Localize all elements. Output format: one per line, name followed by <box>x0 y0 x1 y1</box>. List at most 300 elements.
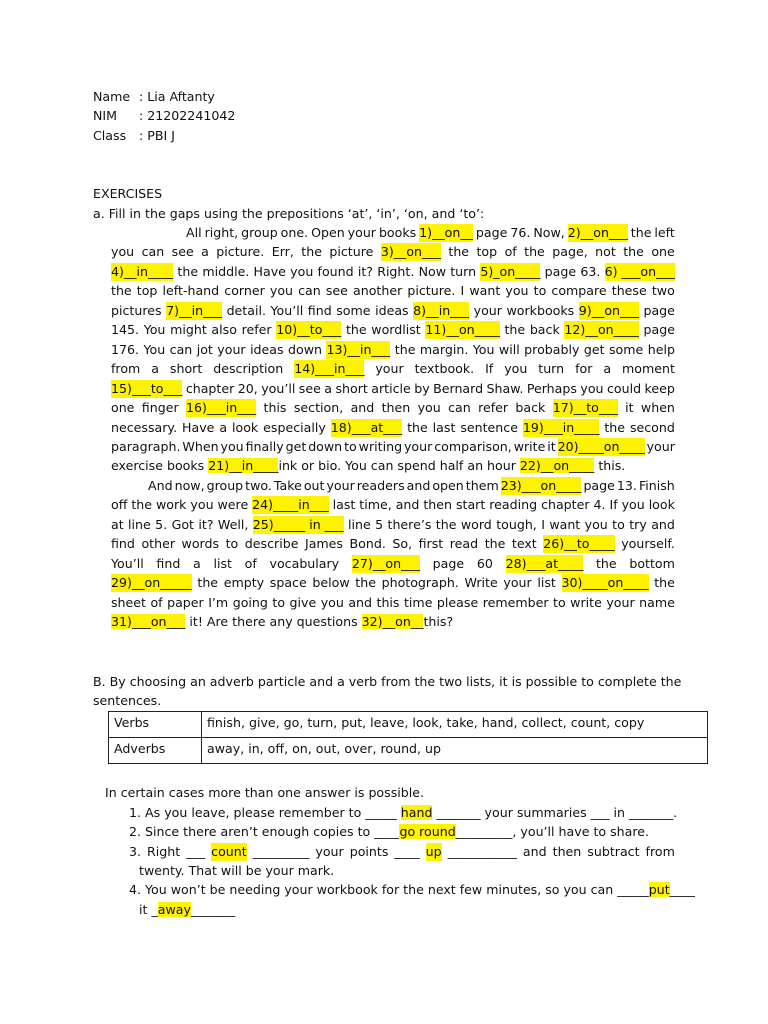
class-value: : PBI J <box>139 128 175 143</box>
answer-highlight: 18)___at___ <box>330 419 403 435</box>
word: refer <box>478 400 509 415</box>
word: 13. <box>616 477 637 493</box>
word: the <box>394 341 416 357</box>
word: the <box>484 536 506 552</box>
word: find <box>111 536 135 552</box>
text-run: _______ <box>190 902 236 917</box>
word: from <box>111 361 141 377</box>
answer-highlight: 17)__to___ <box>552 400 618 415</box>
word: I’m <box>208 594 229 610</box>
exercise-item <box>129 804 677 822</box>
answer-highlight: 4)__in____ <box>111 263 174 279</box>
word: sentence <box>460 419 518 435</box>
answer-highlight: 1)__on__ <box>419 225 473 240</box>
word: them <box>465 477 499 493</box>
word: this <box>376 594 400 610</box>
word: will <box>498 341 520 357</box>
word: Take <box>273 477 302 493</box>
word: books <box>378 225 417 240</box>
part-b-note: In certain cases more than one answer is possible. <box>105 785 425 800</box>
word: read <box>449 536 479 552</box>
word: for <box>575 361 593 377</box>
text-run: ink or bio. You can spend half an hour <box>278 458 520 474</box>
word: to <box>612 516 625 532</box>
word: to <box>272 594 286 610</box>
word: now, <box>174 477 205 493</box>
word: refer <box>241 322 272 338</box>
word: short <box>169 361 203 377</box>
word: one <box>111 400 135 415</box>
word: your <box>326 477 355 493</box>
word: one. <box>280 225 309 240</box>
word: the <box>197 575 219 591</box>
word: the <box>524 244 545 260</box>
paragraph-line <box>111 496 675 514</box>
paragraph-line <box>148 477 675 495</box>
word: list <box>213 555 232 571</box>
word: to <box>225 536 239 552</box>
word: margin. <box>419 341 469 357</box>
answer-highlight: 15)___to___ <box>111 380 183 396</box>
word: the <box>654 575 675 591</box>
word: down <box>308 438 343 454</box>
word: Now <box>418 263 447 279</box>
word: compare <box>551 283 607 299</box>
word: of <box>150 594 163 610</box>
word: last <box>332 497 356 513</box>
word: page <box>583 477 615 493</box>
word: the <box>345 322 367 338</box>
word: right, <box>204 225 239 240</box>
word: describe <box>244 536 299 552</box>
word: Bond. <box>349 536 386 552</box>
word: text <box>511 536 537 552</box>
word: especially <box>263 419 326 435</box>
word: space <box>269 575 307 591</box>
answer-highlight: 9)__on___ <box>578 302 639 318</box>
text-run: _________, you’ll have to share. <box>455 824 650 839</box>
exercise-item <box>129 881 695 899</box>
word: start <box>455 497 486 513</box>
word: the <box>604 419 626 435</box>
text-run: ____ <box>669 882 695 897</box>
word: last <box>432 419 456 435</box>
word: 76. <box>510 225 531 240</box>
word: Open <box>311 225 345 240</box>
word: some <box>336 302 371 318</box>
word: you <box>504 361 528 377</box>
word: textbook. <box>414 361 475 377</box>
word: your <box>315 844 344 859</box>
answer-highlight: 5)_on____ <box>480 263 541 279</box>
word: 20, <box>237 380 258 396</box>
paragraph-line <box>111 243 675 261</box>
word: finally <box>245 438 284 454</box>
word: to <box>344 438 357 454</box>
word: empty <box>223 575 265 591</box>
word: can <box>169 341 193 357</box>
word: left-hand <box>162 283 220 299</box>
name-value: : Lia Aftanty <box>139 89 215 104</box>
name-label: Name <box>93 89 131 104</box>
text-run: exercise books <box>111 458 209 474</box>
word: Write <box>464 575 498 591</box>
word: see <box>325 283 348 299</box>
paragraph-line <box>111 516 675 534</box>
word: group <box>241 225 278 240</box>
word: page <box>544 263 577 279</box>
word: photograph. <box>381 575 459 591</box>
word: You <box>472 341 495 357</box>
answer-highlight: 8)__in___ <box>413 302 470 318</box>
word: and <box>395 497 420 513</box>
word: left <box>654 225 675 240</box>
text-run: 2. Since there aren’t enough copies to ____ <box>129 824 400 839</box>
word: ___________ <box>447 844 517 859</box>
adverbs-label: Adverbs <box>109 738 202 764</box>
word: ideas <box>250 341 284 357</box>
word: page <box>643 302 675 318</box>
word: your <box>403 438 433 454</box>
answer-highlight: 19)___in____ <box>522 419 600 435</box>
answer-highlight: 12)__on____ <box>564 322 639 338</box>
word: second <box>629 419 675 435</box>
exercise-item <box>139 901 235 919</box>
answer-highlight: 31)___on___ <box>111 614 186 629</box>
word: you <box>584 516 608 532</box>
word: going <box>232 594 268 610</box>
word: when <box>640 400 675 415</box>
answer-highlight: 2)__on___ <box>567 225 628 240</box>
word: ____ <box>394 844 420 859</box>
paragraph-line <box>111 302 675 320</box>
word: You <box>143 341 166 357</box>
word: one <box>651 244 675 260</box>
word: time <box>403 594 433 610</box>
text-run: 1. As you leave, please remember to _____ <box>129 805 401 820</box>
adverbs-list: away, in, off, on, out, over, round, up <box>202 738 708 764</box>
answer-highlight: 3)__on___ <box>380 244 441 260</box>
word: page, <box>552 244 588 260</box>
word: to <box>533 283 547 299</box>
answer-highlight: hand <box>400 805 433 820</box>
paragraph-line <box>111 321 675 339</box>
word: to <box>553 594 566 610</box>
word: your <box>473 302 502 318</box>
word: back <box>515 400 546 415</box>
word: try <box>629 516 647 532</box>
word: you <box>269 283 294 299</box>
word: pictures <box>111 302 162 318</box>
answer-highlight: 29)__on_____ <box>111 575 192 591</box>
paragraph-line <box>111 380 675 398</box>
answer-highlight: away <box>157 902 191 917</box>
word: your <box>606 594 635 610</box>
word: I <box>541 516 545 532</box>
word: a <box>324 380 333 396</box>
word: write <box>570 594 602 610</box>
word: picture. <box>407 283 456 299</box>
section-title: EXERCISES <box>93 186 163 201</box>
word: look <box>232 419 259 435</box>
word: and <box>406 477 431 493</box>
text-run: this. <box>594 458 626 474</box>
word: top <box>476 244 498 260</box>
word: reading <box>489 497 538 513</box>
word: _________ <box>252 844 310 859</box>
answer-highlight: 30)____on____ <box>561 575 649 591</box>
word: get <box>583 341 605 357</box>
word: Have <box>253 263 286 279</box>
paragraph-line <box>111 574 675 592</box>
word: chapter <box>541 497 590 513</box>
text-run: twenty. That will be your mark. <box>139 863 335 878</box>
word: not <box>595 244 616 260</box>
word: back <box>529 322 560 338</box>
word: If <box>485 361 494 377</box>
word: you <box>505 283 529 299</box>
word: finger <box>141 400 179 415</box>
nim-row <box>93 107 235 125</box>
word: 60 <box>476 555 493 571</box>
word: a <box>603 361 612 377</box>
word: Got <box>171 516 194 532</box>
word: section, <box>293 400 344 415</box>
paragraph-line <box>186 224 675 242</box>
word: a <box>193 555 201 571</box>
word: also <box>211 322 237 338</box>
word: moment <box>621 361 675 377</box>
word: you <box>290 263 314 279</box>
answer-highlight: 7)__in___ <box>166 302 223 318</box>
word: writing <box>358 438 403 454</box>
word: line <box>347 516 371 532</box>
answer-highlight: count <box>211 844 247 859</box>
part-b-instruction: B. By choosing an adverb particle and a verb from the two lists, it is possible to complete the <box>93 674 682 689</box>
word: time, <box>359 497 392 513</box>
word: it <box>547 438 556 454</box>
word: Have <box>182 419 215 435</box>
word: 176. <box>111 341 140 357</box>
word: there’s <box>387 516 432 532</box>
word: and <box>651 516 675 532</box>
answer-highlight: 22)__on____ <box>519 458 595 474</box>
word: Right <box>147 844 181 859</box>
word: two. <box>245 477 272 493</box>
word: Shaw. <box>486 380 524 396</box>
word: you <box>417 400 441 415</box>
paragraph-line <box>111 594 675 612</box>
answer-highlight: 27)__on___ <box>351 555 420 571</box>
answer-highlight: put <box>648 882 670 897</box>
word: Finish <box>638 477 675 493</box>
text-run: it _ <box>139 902 158 917</box>
verbs-adverbs-table <box>108 711 708 764</box>
word: page <box>643 322 675 338</box>
word: other <box>141 536 176 552</box>
word: find <box>307 302 332 318</box>
word: and <box>522 844 547 859</box>
word: readers <box>356 477 405 493</box>
word: I <box>460 283 465 299</box>
word: necessary. <box>111 419 178 435</box>
word: it? <box>357 263 373 279</box>
word: picture. <box>216 244 265 260</box>
word: group <box>206 477 244 493</box>
word: description <box>213 361 284 377</box>
word: You <box>143 322 166 338</box>
paragraph-line <box>111 399 675 417</box>
word: 3. <box>129 844 142 859</box>
word: page <box>475 225 508 240</box>
exercise-item <box>139 862 334 880</box>
word: points <box>349 844 389 859</box>
table-row <box>109 738 708 764</box>
word: you <box>580 380 604 396</box>
answer-highlight: 26)__to____ <box>543 536 615 552</box>
answer-highlight: 13)__in___ <box>326 341 391 357</box>
word: then <box>381 400 411 415</box>
word: can <box>298 283 321 299</box>
word: your <box>217 341 246 357</box>
word: the <box>448 244 470 260</box>
word: want <box>549 516 581 532</box>
word: might <box>170 322 207 338</box>
word: your <box>347 225 376 240</box>
word: keep <box>644 380 675 396</box>
word: a <box>151 361 159 377</box>
word: you <box>320 594 344 610</box>
text-run: this? <box>423 614 454 629</box>
paragraph-line <box>111 438 675 456</box>
word: you <box>220 438 244 454</box>
text-run: 4. You won’t be needing your workbook for the next few minutes, so you can _____ <box>129 882 649 897</box>
word: the <box>504 322 526 338</box>
word: article <box>371 380 411 396</box>
word: from <box>645 844 675 859</box>
answer-highlight: 20)____on____ <box>557 438 645 454</box>
word: the <box>111 283 132 299</box>
word: find <box>156 555 181 571</box>
word: these <box>611 283 647 299</box>
table-row <box>109 712 708 738</box>
word: open <box>432 477 464 493</box>
word: another <box>353 283 403 299</box>
word: the <box>595 555 617 571</box>
word: turn <box>450 263 477 279</box>
word: paper <box>167 594 204 610</box>
word: vocabulary <box>269 555 340 571</box>
text-run: _______ your summaries ___ in _______. <box>432 805 678 820</box>
word: jot <box>196 341 213 357</box>
word: work <box>155 497 187 513</box>
answer-highlight: 28)___at____ <box>505 555 584 571</box>
word: workbooks <box>506 302 575 318</box>
class-label: Class <box>93 128 127 143</box>
answer-highlight: 6) ___on___ <box>604 263 675 279</box>
verbs-label: Verbs <box>109 712 202 738</box>
word: And <box>148 477 173 493</box>
word: see <box>171 244 194 260</box>
word: get <box>285 438 307 454</box>
answer-highlight: 24)____in___ <box>252 497 329 513</box>
word: middle. <box>202 263 250 279</box>
answer-highlight: 14)___in___ <box>294 361 365 377</box>
word: write <box>513 438 546 454</box>
word: 63. <box>580 263 601 279</box>
word: first <box>418 536 444 552</box>
word: words <box>181 536 220 552</box>
word: wordlist <box>371 322 421 338</box>
word: probably <box>524 341 580 357</box>
word: paragraph. <box>111 438 181 454</box>
word: ideas <box>375 302 409 318</box>
word: off <box>111 497 128 513</box>
word: your <box>503 575 532 591</box>
paragraph-line <box>111 360 675 378</box>
word: page <box>432 555 465 571</box>
word: the <box>623 244 644 260</box>
word: the <box>301 244 322 260</box>
word: your <box>646 438 675 454</box>
word: Bernard <box>433 380 484 396</box>
word: corner <box>224 283 265 299</box>
word: the <box>630 225 652 240</box>
word: When <box>182 438 219 454</box>
paragraph-line <box>111 282 675 300</box>
word: some <box>609 341 644 357</box>
answer-highlight: 32)__on__ <box>361 614 424 629</box>
paragraph-line <box>111 263 675 281</box>
word: list <box>537 575 556 591</box>
word: Well, <box>217 516 249 532</box>
answer-highlight: 21)__in____ <box>208 458 279 474</box>
word: the <box>355 575 376 591</box>
word: look <box>648 497 675 513</box>
word: you <box>111 244 135 260</box>
word: of <box>504 244 517 260</box>
word: could <box>606 380 642 396</box>
word: bottom <box>629 555 675 571</box>
word: then <box>423 497 453 513</box>
word: You’ll <box>270 302 304 318</box>
word: the <box>407 419 428 435</box>
answer-highlight: up <box>425 844 442 859</box>
word: a <box>219 419 228 435</box>
word: of <box>244 555 257 571</box>
word: 145. <box>111 322 140 338</box>
paragraph-line <box>111 613 453 631</box>
word: short <box>335 380 368 396</box>
word: your <box>375 361 404 377</box>
word: picture <box>329 244 374 260</box>
nim-label: NIM <box>93 108 118 123</box>
word: and <box>350 400 375 415</box>
part-a-instruction: a. Fill in the gaps using the prepositions ‘at’, ‘in’, ‘on, and ‘to’: <box>93 206 485 221</box>
paragraph-line <box>111 457 625 475</box>
word: the <box>435 516 457 532</box>
answer-highlight: 23)___on____ <box>500 477 582 493</box>
answer-highlight: 10)__to___ <box>276 322 342 338</box>
word: were <box>217 497 249 513</box>
word: it <box>625 400 634 415</box>
answer-highlight: 16)___in___ <box>185 400 257 415</box>
word: Now, <box>533 225 565 240</box>
word: at <box>111 516 124 532</box>
name-row <box>93 88 215 106</box>
paragraph-line <box>111 535 675 553</box>
word: tough, <box>496 516 537 532</box>
